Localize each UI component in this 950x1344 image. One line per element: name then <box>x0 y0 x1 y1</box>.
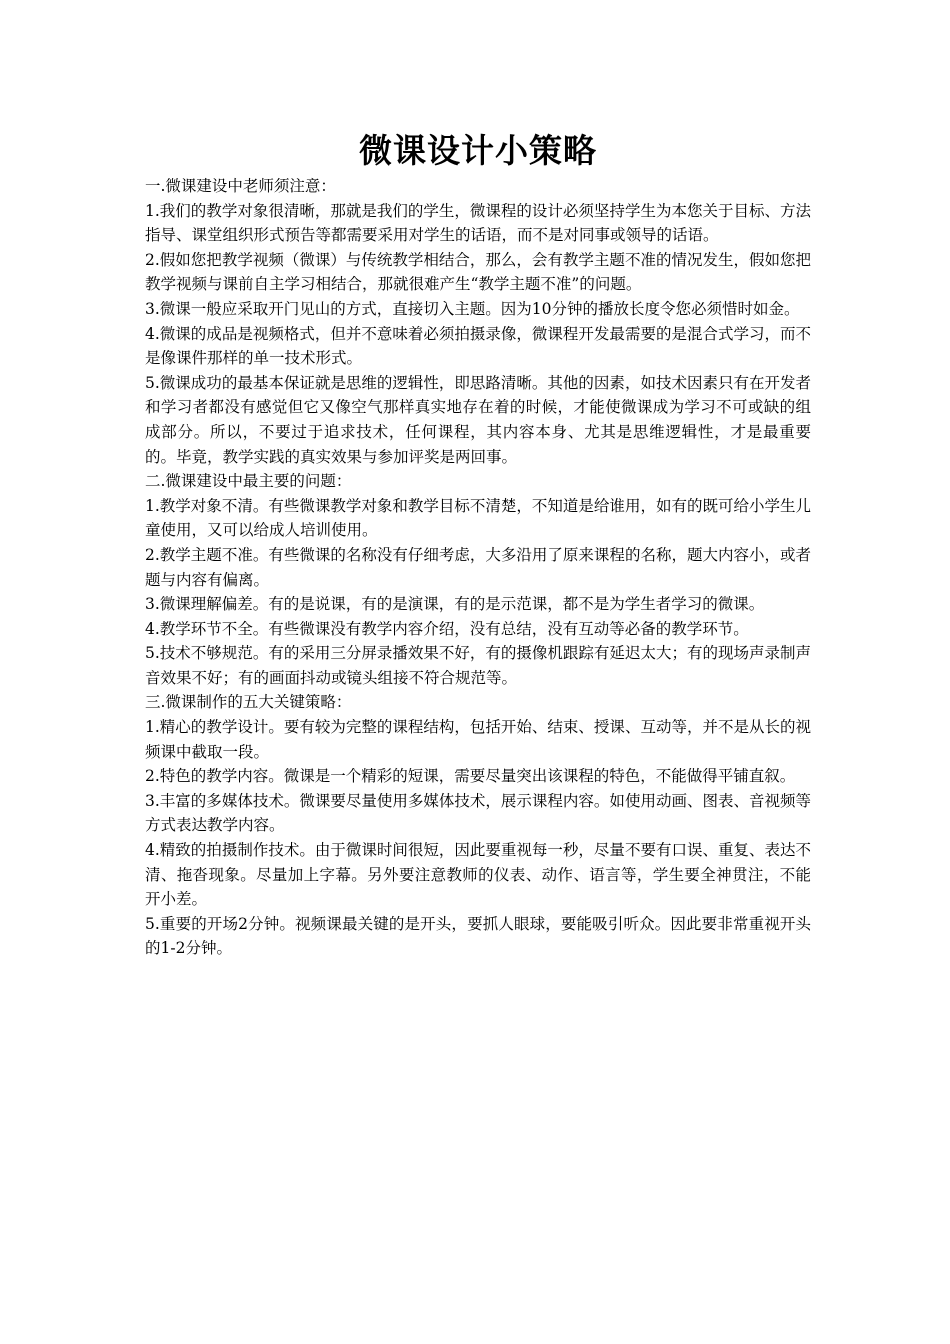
document-page <box>145 128 811 961</box>
paragraph: 4.教学环节不全。有些微课没有教学内容介绍，没有总结，没有互动等必备的教学环节。 <box>145 619 749 638</box>
section-heading-1: 一.微课建设中老师须注意： <box>145 177 336 195</box>
document-title: 微课设计小策略 <box>359 131 597 170</box>
paragraph: 5.微课成功的最基本保证就是思维的逻辑性，即思路清晰。其他的因素，如技术因素只有在开发者和学习者都没有感觉但它又像空气那样真实地存在着的时候，才能使微课成为学习不可或缺的组成部分。所以，不要过于追求技术，任何课程，其内容本身、尤其是思维逻辑性，才是最重要的。毕竟，教学实践的真实效果与参加评奖是两回事。 <box>145 373 811 466</box>
paragraph: 4.精致的拍摄制作技术。由于微课时间很短，因此要重视每一秒，尽量不要有口误、重复、表达不清、拖沓现象。尽量加上字幕。另外要注意教师的仪表、动作、语言等，学生要全神贯注，不能开小差。 <box>145 841 811 909</box>
paragraph: 5.重要的开场2分钟。视频课最关键的是开头，要抓人眼球，要能吸引听众。因此要非常重视开头的1-2分钟。 <box>145 914 811 958</box>
paragraph: 5.技术不够规范。有的采用三分屏录播效果不好，有的摄像机跟踪有延迟太大；有的现场声录制声音效果不好；有的画面抖动或镜头组接不符合规范等。 <box>145 644 811 687</box>
paragraph: 3.微课理解偏差。有的是说课，有的是演课，有的是示范课，都不是为学生者学习的微课。 <box>145 595 765 614</box>
paragraph: 1.精心的教学设计。要有较为完整的课程结构，包括开始、结束、授课、互动等，并不是从长的视频课中截取一段。 <box>145 718 811 761</box>
section-heading-3: 三.微课制作的五大关键策略： <box>145 693 352 712</box>
paragraph: 4.微课的成品是视频格式，但并不意味着必须拍摄录像，微课程开发最需要的是混合式学习，而不是像课件那样的单一技术形式。 <box>145 324 811 368</box>
paragraph: 3.丰富的多媒体技术。微课要尽量使用多媒体技术，展示课程内容。如使用动画、图表、音视频等方式表达教学内容。 <box>145 791 811 835</box>
document-body <box>145 174 811 961</box>
paragraph: 1.我们的教学对象很清晰，那就是我们的学生，微课程的设计必须坚持学生为本您关于目标、方法指导、课堂组织形式预告等都需要采用对学生的话语，而不是对同事或领导的话语。 <box>145 201 811 245</box>
paragraph: 1.教学对象不清。有些微课教学对象和教学目标不清楚，不知道是给谁用，如有的既可给小学生儿童使用，又可以给成人培训使用。 <box>145 496 811 540</box>
paragraph: 2.教学主题不准。有些微课的名称没有仔细考虑，大多沿用了原来课程的名称，题大内容小，或者题与内容有偏离。 <box>145 545 811 589</box>
paragraph: 3.微课一般应采取开门见山的方式，直接切入主题。因为10分钟的播放长度令您必须惜时如金。 <box>145 299 800 318</box>
paragraph: 2.假如您把教学视频（微课）与传统教学相结合，那么，会有教学主题不准的情况发生，假如您把教学视频与课前自主学习相结合，那就很难产生“教学主题不准”的问题。 <box>145 250 811 294</box>
section-heading-2: 二.微课建设中最主要的问题： <box>145 472 352 491</box>
paragraph: 2.特色的教学内容。微课是一个精彩的短课，需要尽量突出该课程的特色，不能做得平铺直叙。 <box>145 767 796 786</box>
